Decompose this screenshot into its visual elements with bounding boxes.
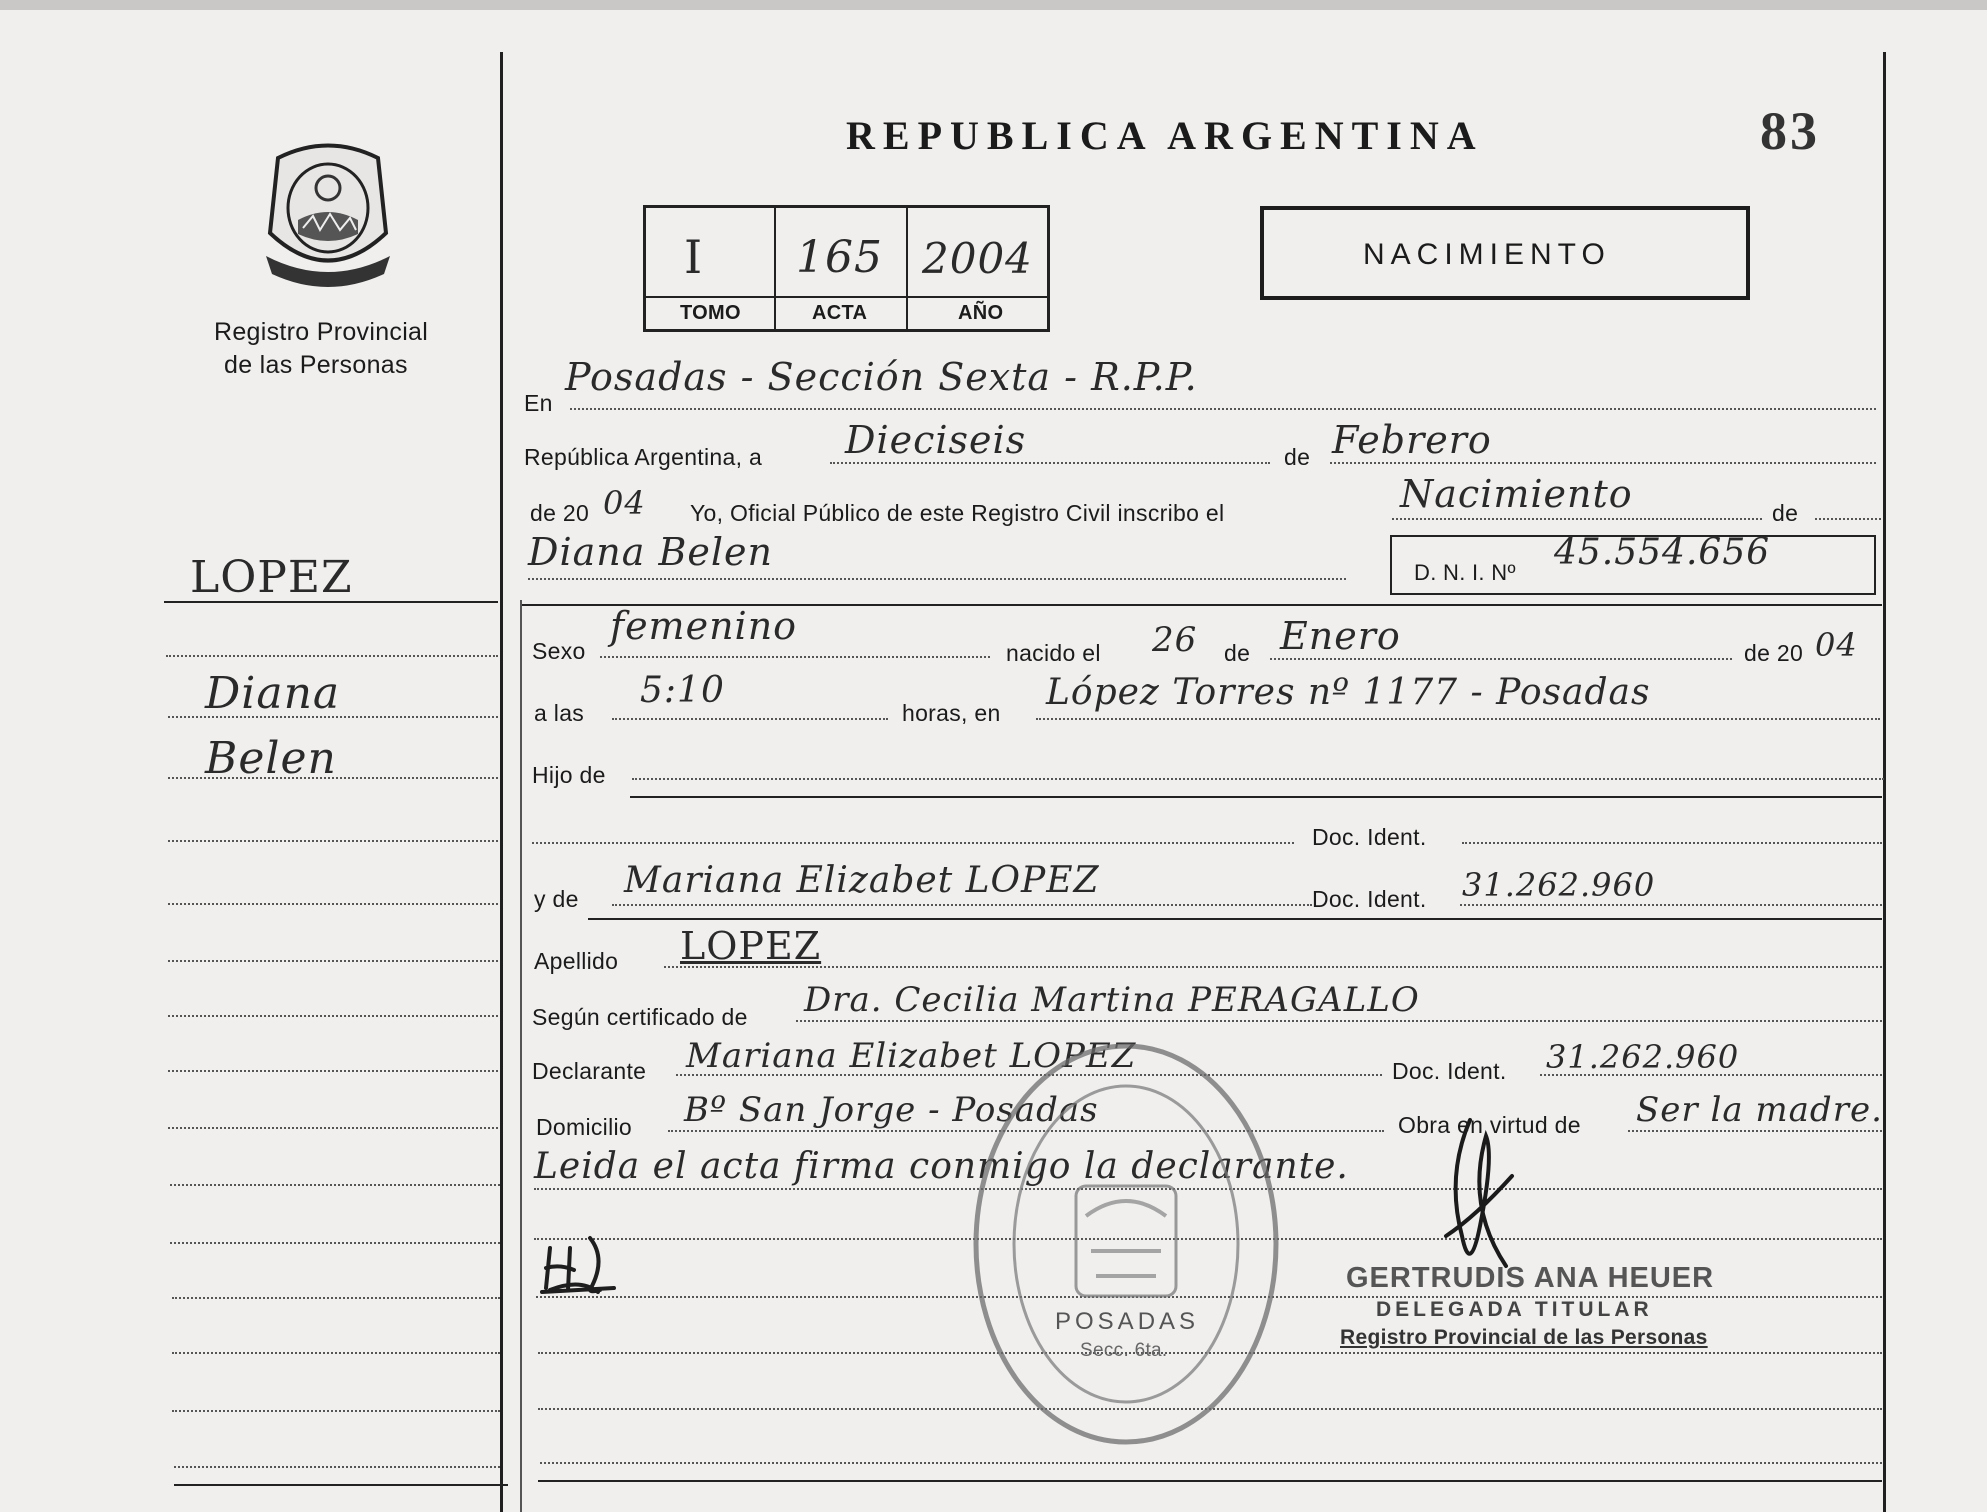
blank-line — [540, 1462, 1882, 1464]
margin-line — [166, 655, 498, 657]
margin-line — [168, 1070, 498, 1072]
father-doc-value-line — [1462, 842, 1882, 844]
birth-day-value: 26 — [1152, 620, 1198, 660]
apellido-value: LOPEZ — [680, 924, 822, 968]
en-line — [570, 408, 1876, 410]
left-column-rule — [500, 52, 503, 1512]
bottom-rule — [538, 1480, 1882, 1482]
place-value: López Torres nº 1177 - Posadas — [1046, 672, 1651, 713]
obra-label: Obra en virtud de — [1398, 1112, 1581, 1138]
anio-value: 2004 — [922, 234, 1033, 283]
apellido-label: Apellido — [534, 948, 619, 974]
mother-line — [612, 904, 1312, 906]
doc-ident-label2: Doc. Ident. — [1312, 886, 1427, 912]
day-line — [830, 462, 1270, 464]
yde-label: y de — [534, 886, 579, 912]
hour-value: 5:10 — [640, 670, 725, 711]
officer-name: GERTRUDIS ANA HEUER — [1346, 1262, 1715, 1294]
inscribo-value: Nacimiento — [1400, 472, 1633, 516]
republica-label: República Argentina, a — [524, 444, 763, 470]
apellido-line — [664, 966, 1882, 968]
margin-line — [168, 1015, 498, 1017]
sexo-value: femenino — [610, 604, 798, 648]
month-value: Febrero — [1332, 418, 1492, 462]
hijo-line — [632, 778, 1884, 780]
note-value: Leida el acta firma conmigo la declarante. — [534, 1146, 1349, 1187]
margin-line — [172, 1352, 500, 1354]
anio-label: AÑO — [958, 302, 1004, 324]
segun-label: Según certificado de — [532, 1004, 748, 1030]
place-line — [1036, 718, 1880, 720]
birth-month-line — [1270, 658, 1732, 660]
declarant-signature — [540, 1228, 620, 1300]
margin-line — [168, 840, 498, 842]
official-stamp — [966, 1036, 1286, 1452]
horas-label: horas, en — [902, 700, 1001, 726]
de20-label: de 20 — [530, 500, 590, 526]
margin-line — [170, 1242, 500, 1244]
margin-line — [170, 1184, 500, 1186]
inscribo-line — [1392, 518, 1762, 520]
en-label: En — [524, 390, 553, 416]
birth-year-value: 04 — [1815, 626, 1858, 664]
sexo-line — [600, 656, 990, 658]
mother-doc-line — [1460, 904, 1882, 906]
page-edge — [0, 0, 1987, 10]
margin-line — [174, 1466, 500, 1468]
margin-surname: LOPEZ — [190, 552, 353, 603]
doc-ident-label: Doc. Ident. — [1312, 824, 1427, 850]
margin-line — [168, 777, 498, 779]
certificado-line — [796, 1020, 1882, 1022]
year-value: 04 — [603, 484, 646, 522]
de2-line — [1815, 518, 1881, 520]
certificado-value: Dra. Cecilia Martina PERAGALLO — [804, 980, 1420, 1020]
officer-signature — [1436, 1116, 1516, 1286]
mother-value: Mariana Elizabet LOPEZ — [624, 860, 1100, 901]
margin-line — [172, 1297, 500, 1299]
de-label: de — [1284, 444, 1311, 470]
dni-label: D. N. I. Nº — [1414, 560, 1516, 585]
registry-name-line1: Registro Provincial — [214, 318, 429, 346]
tomo-value: I — [684, 230, 704, 284]
margin-name2: Belen — [205, 733, 337, 784]
hijo-label: Hijo de — [532, 762, 606, 788]
right-border-rule — [1883, 52, 1886, 1512]
officer-office: Registro Provincial de las Personas — [1340, 1326, 1708, 1349]
domicilio-value: Bº San Jorge - Posadas — [684, 1090, 1099, 1130]
provincial-seal — [258, 138, 398, 288]
de-label3: de — [1224, 640, 1251, 666]
de-label2: de — [1772, 500, 1799, 526]
declarante-label: Declarante — [532, 1058, 647, 1084]
domicilio-label: Domicilio — [536, 1114, 632, 1140]
margin-line — [168, 716, 498, 718]
doc-type-label: NACIMIENTO — [1363, 238, 1611, 271]
mother-rule — [588, 918, 1882, 920]
person-value: Diana Belen — [528, 530, 774, 574]
obra-line — [1628, 1130, 1882, 1132]
mother-doc-value: 31.262.960 — [1462, 866, 1656, 904]
inner-margin-rule — [520, 600, 522, 1512]
tomo-label: TOMO — [680, 302, 741, 324]
acta-label: ACTA — [812, 302, 868, 324]
month-line — [1330, 462, 1876, 464]
dni-value: 45.554.656 — [1554, 532, 1771, 573]
margin-line — [172, 1410, 500, 1412]
day-value: Dieciseis — [845, 418, 1027, 462]
father-rule — [630, 796, 1882, 798]
sexo-label: Sexo — [532, 638, 586, 664]
en-value: Posadas - Sección Sexta - R.P.P. — [565, 355, 1198, 399]
margin-bottom-rule — [174, 1484, 508, 1486]
person-line — [528, 578, 1346, 580]
stamp-section: Secc. 6ta. — [1080, 1340, 1168, 1361]
doc-ident-label3: Doc. Ident. — [1392, 1058, 1507, 1084]
margin-line — [168, 903, 498, 905]
registry-name-line2: de las Personas — [224, 351, 408, 379]
record-box — [643, 205, 1050, 332]
alas-label: a las — [534, 700, 585, 726]
page-number: 83 — [1760, 101, 1820, 161]
declarante-doc-value: 31.262.960 — [1546, 1038, 1740, 1076]
yo-label: Yo, Oficial Público de este Registro Civil inscribo el — [690, 500, 1225, 526]
declarante-doc-line — [1540, 1074, 1882, 1076]
acta-value: 165 — [796, 232, 883, 283]
obra-value: Ser la madre. — [1636, 1090, 1883, 1130]
birth-month-value: Enero — [1280, 614, 1401, 658]
stamp-city: POSADAS — [1055, 1308, 1200, 1335]
officer-title: DELEGADA TITULAR — [1376, 1298, 1653, 1321]
margin-line — [168, 960, 498, 962]
margin-line — [168, 1127, 498, 1129]
father-doc-line — [532, 842, 1294, 844]
nacido-label: nacido el — [1006, 640, 1101, 666]
country-title: REPUBLICA ARGENTINA — [846, 113, 1484, 158]
margin-surname-rule — [164, 601, 498, 603]
hour-line — [612, 718, 888, 720]
declarante-value: Mariana Elizabet LOPEZ — [686, 1036, 1137, 1076]
de20-label2: de 20 — [1744, 640, 1804, 666]
margin-name1: Diana — [205, 668, 341, 719]
